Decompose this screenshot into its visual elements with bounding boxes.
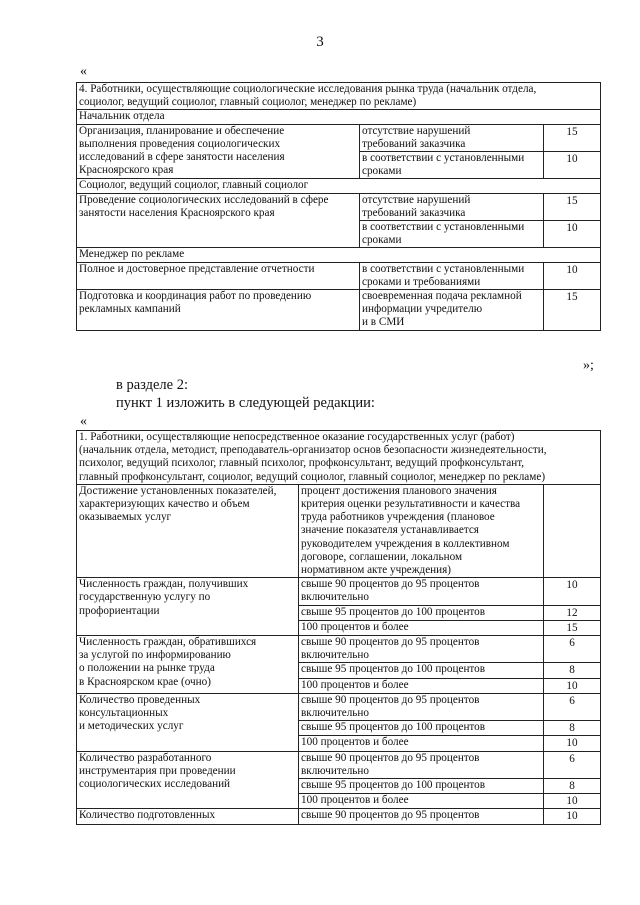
criterion-line: включительно <box>301 649 369 662</box>
score-value: 10 <box>544 736 601 751</box>
criterion-cell <box>360 124 544 151</box>
group-title: Начальник отдела <box>77 110 601 124</box>
criterion-line: свыше 95 процентов до 100 процентов <box>301 779 486 792</box>
table-row <box>77 193 601 220</box>
subheader-right-line: руководителем учреждения в коллективном <box>301 537 510 550</box>
indicator-line: Количество подготовленных <box>79 809 216 822</box>
indicator-line: государственную услугу по <box>79 591 211 604</box>
indicator-cell <box>77 636 299 694</box>
table-row <box>77 809 601 824</box>
group-title-row <box>77 248 601 262</box>
criterion-cell <box>360 193 544 220</box>
criterion-line: требований заказчика <box>362 206 466 219</box>
criterion-line: отсутствие нарушений <box>362 193 471 206</box>
score-value: 10 <box>544 678 601 693</box>
subheader-right <box>299 484 544 577</box>
score-value: 6 <box>544 751 601 778</box>
open-quote-1: « <box>80 64 87 79</box>
open-quote-2: « <box>80 414 87 429</box>
criterion-line: свыше 90 процентов до 95 процентов <box>301 751 480 764</box>
subheader-left-line: характеризующих качество и объем <box>79 498 250 511</box>
criterion-line: сроками <box>362 234 402 247</box>
criterion-line: 100 процентов и более <box>301 736 409 749</box>
group-title: Социолог, ведущий социолог, главный социолог <box>77 179 601 193</box>
table-row <box>77 290 601 331</box>
criteria-table-1 <box>76 82 601 331</box>
indicator-line: Организация, планирование и обеспечение <box>79 124 285 137</box>
subheader-left-line: оказываемых услуг <box>79 511 172 524</box>
indicator-line: Красноярского края <box>79 164 174 177</box>
criterion-line: информации учредителю <box>362 303 483 316</box>
criterion-line: свыше 90 процентов до 95 процентов <box>301 809 480 822</box>
criterion-line: свыше 95 процентов до 100 процентов <box>301 721 486 734</box>
criterion-line: свыше 90 процентов до 95 процентов <box>301 693 480 706</box>
indicator-line: за услугой по информированию <box>79 649 231 662</box>
criterion-cell <box>299 721 544 736</box>
criterion-cell <box>299 605 544 620</box>
subheader-empty <box>544 484 601 577</box>
subheader-left-line: Достижение установленных показателей, <box>79 484 277 497</box>
indicator-line: Численность граждан, получивших <box>79 578 249 591</box>
indicator-line: профориентации <box>79 604 160 617</box>
indicator-line: о положении на рынке труда <box>79 662 215 675</box>
criterion-cell <box>299 809 544 824</box>
close-quote: »; <box>583 358 594 373</box>
criterion-line: 100 процентов и более <box>301 794 409 807</box>
subheader-right-line: значение показателя устанавливается <box>301 524 479 537</box>
indicator-cell <box>77 124 360 179</box>
score-value: 15 <box>544 290 601 331</box>
indicator-line: Полное и достоверное представление отчетности <box>79 262 315 275</box>
criterion-cell <box>299 663 544 678</box>
criterion-cell <box>299 678 544 693</box>
subheader-right-line: труда работников учреждения (плановое <box>301 511 495 524</box>
criterion-cell <box>299 779 544 794</box>
criterion-cell <box>360 290 544 331</box>
table-header-line: (начальник отдела, методист, преподаватель-организатор основ безопасности жизнедеятельности, <box>79 444 547 457</box>
criterion-line: свыше 95 процентов до 100 процентов <box>301 605 486 618</box>
page-number: 3 <box>316 34 324 50</box>
table-header-cell <box>77 431 601 485</box>
section-heading: в разделе 2: <box>116 377 189 393</box>
table-header-cell <box>77 83 601 110</box>
score-value: 10 <box>544 809 601 824</box>
subheader-right-line: договоре, соглашении, локальном <box>301 550 463 563</box>
indicator-line: выполнения проведения социологических <box>79 137 281 150</box>
criterion-cell <box>360 152 544 179</box>
indicator-line: Проведение социологических исследований в сфере <box>79 193 329 206</box>
indicator-line: консультационных <box>79 707 169 720</box>
criterion-line: 100 процентов и более <box>301 620 409 633</box>
score-value: 10 <box>544 262 601 289</box>
indicator-cell <box>77 193 360 248</box>
group-title: Менеджер по рекламе <box>77 248 601 262</box>
score-value: 6 <box>544 693 601 720</box>
criteria-table-2 <box>76 430 601 825</box>
section-instruction: пункт 1 изложить в следующей редакции: <box>116 395 375 411</box>
table-header-row <box>77 431 601 485</box>
score-value: 10 <box>544 152 601 179</box>
score-value: 10 <box>544 578 601 605</box>
criterion-line: сроками и требованиями <box>362 275 481 288</box>
criterion-cell <box>360 221 544 248</box>
criterion-line: и в СМИ <box>362 316 405 329</box>
score-value: 8 <box>544 779 601 794</box>
table-row <box>77 262 601 289</box>
subheader-right-line: процент достижения планового значения <box>301 484 497 497</box>
indicator-line: исследований в сфере занятости населения <box>79 151 285 164</box>
criterion-line: отсутствие нарушений <box>362 124 471 137</box>
table-header-line: психолог, ведущий психолог, главный психолог, профконсультант, ведущий профконсультант, <box>79 457 525 470</box>
table-row <box>77 693 601 720</box>
criterion-cell <box>299 636 544 663</box>
criterion-line: свыше 95 процентов до 100 процентов <box>301 663 486 676</box>
criterion-line: 100 процентов и более <box>301 678 409 691</box>
criterion-cell <box>299 794 544 809</box>
criterion-line: в соответствии с установленными <box>362 221 525 234</box>
score-value: 15 <box>544 193 601 220</box>
indicator-line: занятости населения Красноярского края <box>79 206 275 219</box>
subheader-right-line: нормативном акте учреждения) <box>301 564 452 577</box>
table-header-line: главный профконсультант, социолог, ведущий социолог, главный социолог, менеджер по рекламе) <box>79 470 546 483</box>
table-header-line: 4. Работники, осуществляющие социологические исследования рынка труда (начальник отдела, <box>79 83 537 95</box>
criterion-line: сроками <box>362 165 402 178</box>
indicator-line: Численность граждан, обратившихся <box>79 636 257 649</box>
indicator-line: рекламных кампаний <box>79 303 181 316</box>
criterion-line: в соответствии с установленными <box>362 152 525 165</box>
indicator-line: инструментария при проведении <box>79 764 236 777</box>
group-title-row <box>77 179 601 193</box>
table-row <box>77 636 601 663</box>
table-row <box>77 578 601 605</box>
indicator-cell <box>77 290 360 331</box>
subheader-right-line: критерия оценки результативности и качества <box>301 498 521 511</box>
score-value: 15 <box>544 620 601 635</box>
score-value: 10 <box>544 794 601 809</box>
criterion-cell <box>360 262 544 289</box>
indicator-line: Подготовка и координация работ по проведению <box>79 290 312 303</box>
indicator-line: и методических услуг <box>79 720 184 733</box>
table-header-row <box>77 83 601 110</box>
indicator-cell <box>77 809 299 824</box>
indicator-line: социологических исследований <box>79 778 231 791</box>
score-value: 15 <box>544 124 601 151</box>
criterion-cell <box>299 736 544 751</box>
subheader-row <box>77 484 601 577</box>
score-value: 8 <box>544 663 601 678</box>
indicator-line: Количество разработанного <box>79 751 212 764</box>
score-value: 8 <box>544 721 601 736</box>
criterion-cell <box>299 578 544 605</box>
indicator-cell <box>77 751 299 809</box>
score-value: 12 <box>544 605 601 620</box>
indicator-line: в Красноярском крае (очно) <box>79 675 211 688</box>
subheader-left <box>77 484 299 577</box>
criterion-line: своевременная подача рекламной <box>362 290 522 303</box>
indicator-cell <box>77 693 299 751</box>
criterion-line: включительно <box>301 707 369 720</box>
table-header-line: социолог, ведущий социолог, главный социолог, менеджер по рекламе) <box>79 96 417 109</box>
table-row <box>77 124 601 151</box>
table-header-line: 1. Работники, осуществляющие непосредственное оказание государственных услуг (работ) <box>79 431 515 443</box>
score-value: 10 <box>544 221 601 248</box>
criterion-line: включительно <box>301 764 369 777</box>
indicator-line: Количество проведенных <box>79 693 201 706</box>
table-row <box>77 751 601 778</box>
criterion-cell <box>299 693 544 720</box>
criterion-line: свыше 90 процентов до 95 процентов <box>301 578 480 591</box>
score-value: 6 <box>544 636 601 663</box>
indicator-cell <box>77 262 360 289</box>
criterion-line: в соответствии с установленными <box>362 262 525 275</box>
criterion-line: свыше 90 процентов до 95 процентов <box>301 636 480 649</box>
criterion-line: требований заказчика <box>362 137 466 150</box>
criterion-line: включительно <box>301 591 369 604</box>
criterion-cell <box>299 751 544 778</box>
indicator-cell <box>77 578 299 636</box>
group-title-row <box>77 110 601 124</box>
criterion-cell <box>299 620 544 635</box>
